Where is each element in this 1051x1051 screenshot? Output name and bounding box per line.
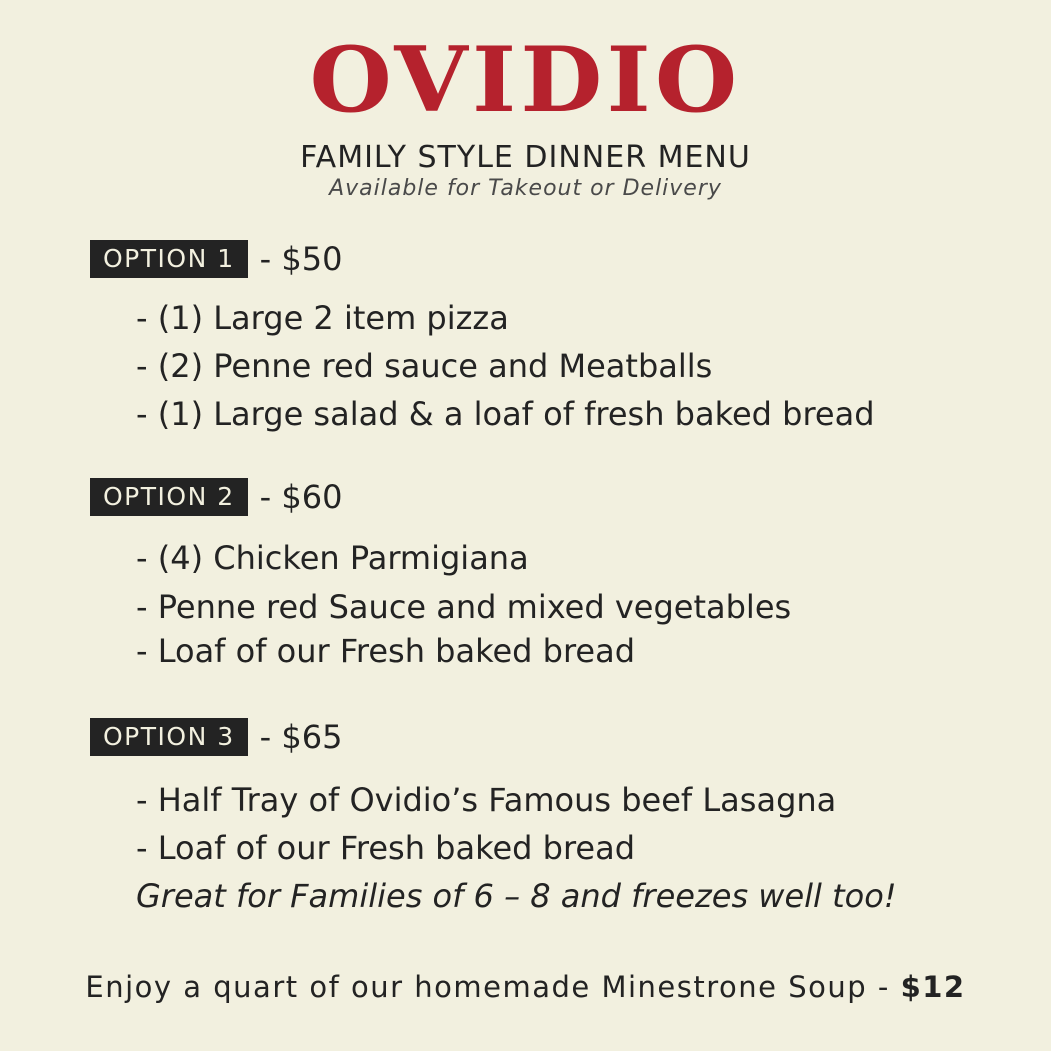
menu-subtitle: Available for Takeout or Delivery: [329, 176, 722, 201]
option-2-header: [90, 478, 342, 516]
option-2-item: - (4) Chicken Parmigiana: [136, 539, 529, 577]
option-1-price: - $50: [259, 240, 343, 278]
option-2-badge: OPTION 2: [90, 478, 248, 516]
option-1-item: - (2) Penne red sauce and Meatballs: [136, 347, 713, 385]
option-1-item: - (1) Large salad & a loaf of fresh baked bread: [136, 395, 875, 433]
option-2-price: - $60: [259, 478, 343, 516]
option-3-note: Great for Families of 6 – 8 and freezes well too!: [136, 877, 897, 915]
menu-title: FAMILY STYLE DINNER MENU: [300, 140, 751, 175]
minestrone-offer: [0, 970, 1051, 1004]
option-1-badge: OPTION 1: [90, 240, 248, 278]
option-1-header: [90, 240, 342, 278]
option-3-price: - $65: [259, 718, 343, 756]
option-3-item: - Loaf of our Fresh baked bread: [136, 829, 636, 867]
option-2-item: - Loaf of our Fresh baked bread: [136, 632, 636, 670]
option-3-header: [90, 718, 342, 756]
option-2-item: - Penne red Sauce and mixed vegetables: [136, 588, 792, 626]
minestrone-price: $12: [900, 970, 966, 1004]
option-1-item: - (1) Large 2 item pizza: [136, 299, 509, 337]
minestrone-offer-text: Enjoy a quart of our homemade Minestrone Soup -: [85, 970, 901, 1004]
option-3-badge: OPTION 3: [90, 718, 248, 756]
ovidio-logo: OVIDIO: [309, 27, 742, 133]
option-3-item: - Half Tray of Ovidio’s Famous beef Lasagna: [136, 781, 837, 819]
